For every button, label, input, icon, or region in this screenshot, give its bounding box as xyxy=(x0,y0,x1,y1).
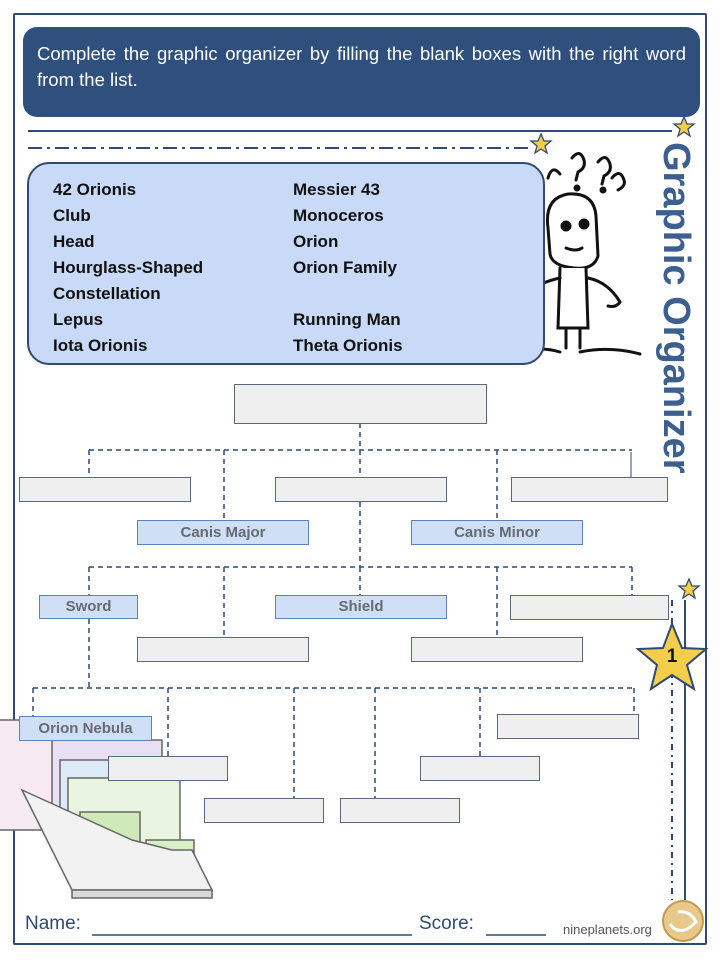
word-list-box xyxy=(27,162,545,365)
label-canis-major: Canis Major xyxy=(137,520,309,545)
label-shield: Shield xyxy=(275,595,447,619)
card-file-box-icon xyxy=(0,720,212,898)
blank-box[interactable] xyxy=(340,798,460,823)
side-title-text: Graphic Organizer xyxy=(655,142,696,474)
blank-box-root[interactable] xyxy=(234,384,487,424)
name-field[interactable] xyxy=(92,912,412,936)
word-item: Messier 43 xyxy=(293,180,380,199)
site-name: nineplanets.org xyxy=(563,922,652,937)
blank-box[interactable] xyxy=(511,477,668,502)
word-item: Head xyxy=(53,232,95,251)
name-label: Name: xyxy=(25,913,81,934)
blank-box[interactable] xyxy=(420,756,540,781)
word-item: Lepus xyxy=(53,310,104,329)
score-label: Score: xyxy=(419,913,474,934)
instruction-text: Complete the graphic organizer by filling the blank boxes with the right word from the list. xyxy=(37,43,686,90)
page-number: 1 xyxy=(666,646,678,667)
word-item: Constellation xyxy=(53,284,161,303)
word-item: Running Man xyxy=(293,310,401,329)
blank-box[interactable] xyxy=(497,714,639,739)
blank-box[interactable] xyxy=(275,477,447,502)
blank-box[interactable] xyxy=(510,595,669,620)
blank-box[interactable] xyxy=(411,637,583,662)
word-item: Hourglass-Shaped xyxy=(53,258,204,277)
blank-box[interactable] xyxy=(19,477,191,502)
score-field[interactable] xyxy=(486,912,546,936)
planet-logo-icon xyxy=(663,901,703,941)
label-sword: Sword xyxy=(39,595,138,619)
word-item: Monoceros xyxy=(293,206,384,225)
word-item: Orion xyxy=(293,232,339,251)
word-item: 42 Orionis xyxy=(53,180,137,199)
word-item: Iota Orionis xyxy=(53,336,148,355)
label-canis-minor: Canis Minor xyxy=(411,520,583,545)
blank-box[interactable] xyxy=(137,637,309,662)
word-item: Theta Orionis xyxy=(293,336,403,355)
word-item: Orion Family xyxy=(293,258,397,277)
blank-box[interactable] xyxy=(204,798,324,823)
word-item: Club xyxy=(53,206,91,225)
blank-box[interactable] xyxy=(108,756,228,781)
label-orion-nebula: Orion Nebula xyxy=(19,716,152,741)
